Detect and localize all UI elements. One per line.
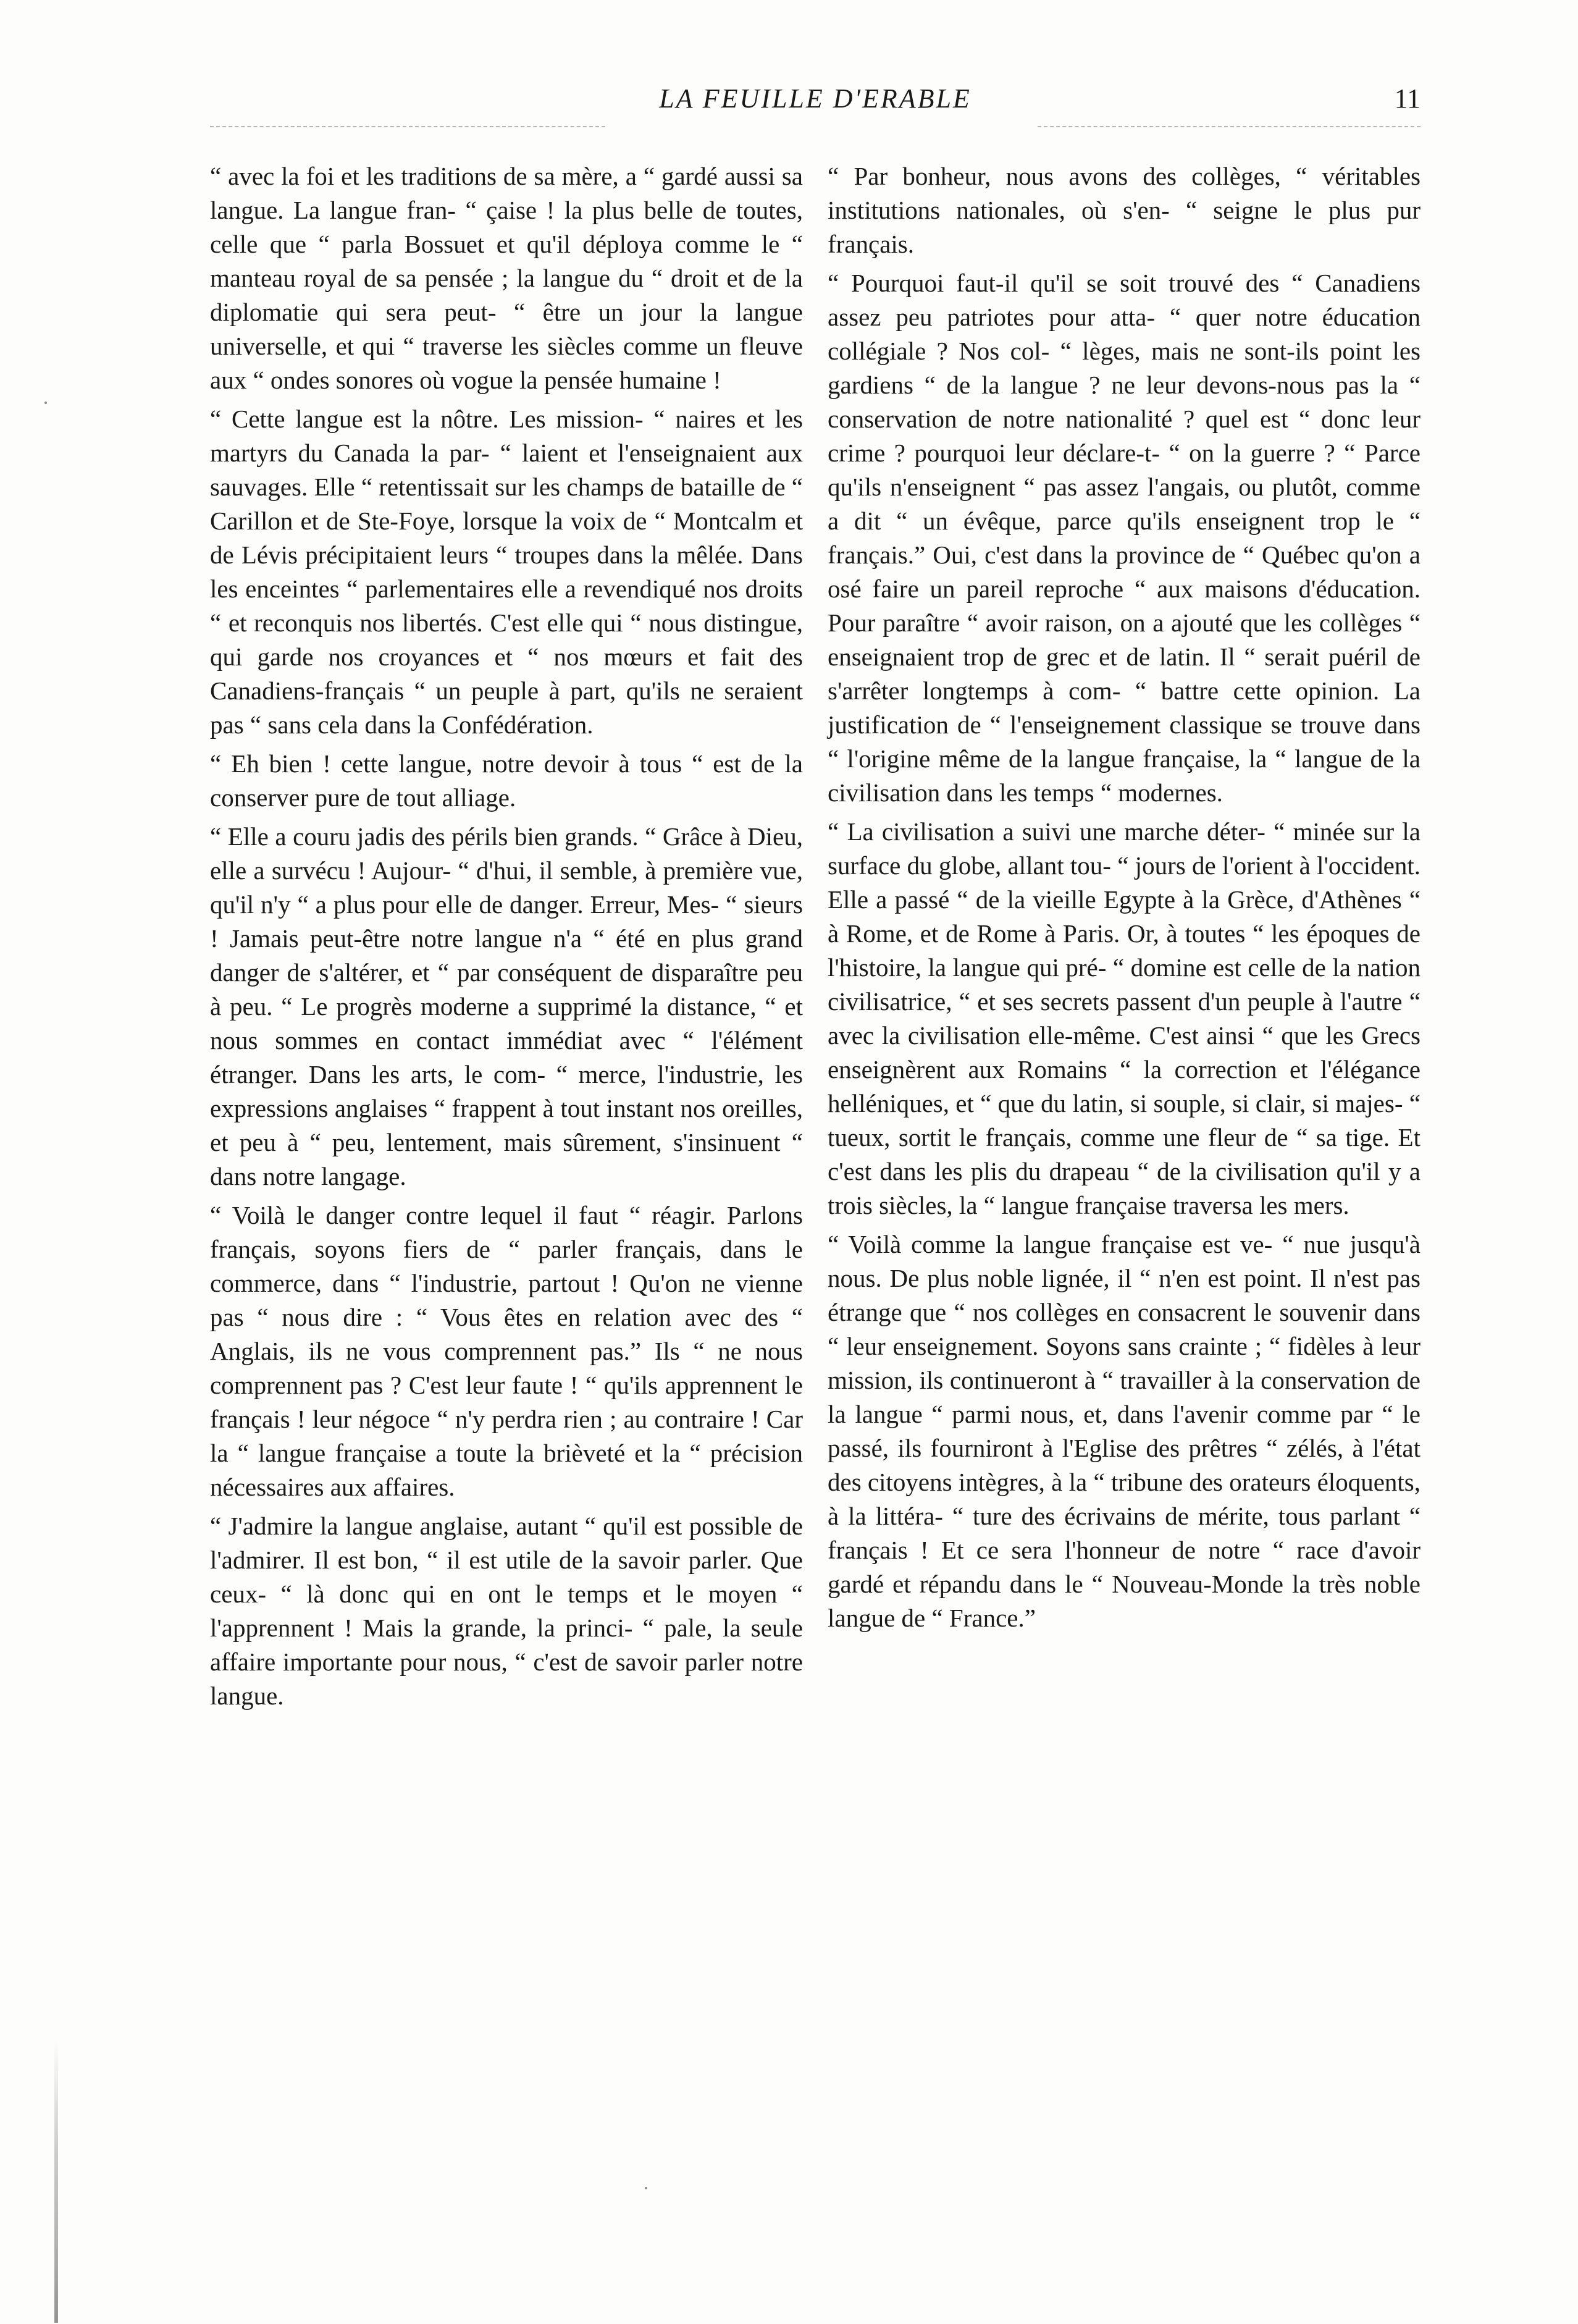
- paragraph-left-5: “ Voilà le danger contre lequel il faut “ réagir. Parlons français, soyons fiers de “ parler français, dans le commerce, dans “ l'industrie, partout ! Qu'on ne vienne pas “ nous dire : “ Vous êtes en relation avec des “ Anglais, ils ne vous comprennent pas.” Ils “ ne nous comprennent pas ? C'est leur faute ! “ qu'ils apprennent le français ! leur négoce “ n'y perdra rien ; au contraire ! Car la “ langue française a toute la brièveté et la “ précision nécessaires aux affaires.: [210, 1201, 803, 1501]
- paragraph-right-3: “ La civilisation a suivi une marche déter- “ minée sur la surface du globe, allant tou- “ jours de l'orient à l'occident. Elle a passé “ de la vieille Egypte à la Grèce, d'Athènes “ à Rome, et de Rome à Paris. Or, à toutes “ les époques de l'histoire, la langue qui pré- “ domine est celle de la nation civilisatrice, “ et ses secrets passent d'un peuple à l'autre “ avec la civilisation elle-même. C'est ainsi “ que les Grecs enseignèrent aux Romains “ la correction et l'élégance helléniques, et “ que du latin, si souple, si clair, si majes- “ tueux, sortit le français, comme une fleur de “ sa tige. Et c'est dans les plis du drapeau “ de la civilisation qu'il y a trois siècles, la “ langue française traversa les mers.: [828, 817, 1421, 1219]
- left-column: [210, 159, 803, 1718]
- page-number: 11: [1394, 83, 1421, 114]
- paragraph-right-4: “ Voilà comme la langue française est ve- “ nue jusqu'à nous. De plus noble lignée, il “ n'en est point. Il n'est pas étrange que “ nos collèges en consacrent le souvenir dans “ leur enseignement. Soyons sans crainte ; “ fidèles à leur mission, ils continueront à “ travailler à la conservation de la langue “ parmi nous, et, dans l'avenir comme par “ le passé, ils fourniront à l'Eglise des prêtres “ zélés, à l'état des citoyens intègres, à la “ tribune des orateurs éloquents, à la littéra- “ ture des écrivains de mérite, tous parlant “ français ! Et ce sera l'honneur de notre “ race d'avoir gardé et répandu dans le “ Nouveau-Monde la très noble langue de “ France.”: [828, 1230, 1421, 1632]
- paragraph-left-1: “ avec la foi et les traditions de sa mère, a “ gardé aussi sa langue. La langue fran- “ çaise ! la plus belle de toutes, celle que “ parla Bossuet et qu'il déploya comme le “ manteau royal de sa pensée ; la langue du “ droit et de la diplomatie qui sera peut- “ être un jour la langue universelle, et qui “ traverse les siècles comme un fleuve aux “ ondes sonores où vogue la pensée humaine !: [210, 162, 803, 394]
- page-header: [210, 80, 1421, 130]
- paragraph-left-3: “ Eh bien ! cette langue, notre devoir à tous “ est de la conserver pure de tout alliage.: [210, 749, 803, 812]
- paragraph-right-1: “ Par bonheur, nous avons des collèges, “ véritables institutions nationales, où s'en- “ seigne le plus pur français.: [828, 162, 1421, 258]
- paragraph-left-6: “ J'admire la langue anglaise, autant “ qu'il est possible de l'admirer. Il est bon, “ il est utile de la savoir parler. Que ceux- “ là donc qui en ont le temps et le moyen “ l'apprennent ! Mais la grande, la princi- “ pale, la seule affaire importante pour nous, “ c'est de savoir parler notre langue.: [210, 1512, 803, 1710]
- scan-speck: [44, 402, 47, 404]
- paragraph-right-2: “ Pourquoi faut-il qu'il se soit trouvé des “ Canadiens assez peu patriotes pour atta- “ quer notre éducation collégiale ? Nos col- “ lèges, mais ne sont-ils point les gardiens “ de la langue ? ne leur devons-nous pas la “ conservation de notre nationalité ? quel est “ donc leur crime ? pourquoi leur déclare-t- “ on la guerre ? “ Parce qu'ils n'enseignent “ pas assez l'angais, ou plutôt, comme a dit “ un évêque, parce qu'ils enseignent trop le “ français.” Oui, c'est dans la province de “ Québec qu'on a osé faire un pareil reproche “ aux maisons d'éducation. Pour paraître “ avoir raison, on a ajouté que les collèges “ enseignaient trop de grec et de latin. Il “ serait puéril de s'arrêter longtemps à com- “ battre cette opinion. La justification de “ l'enseignement classique se trouve dans “ l'origine même de la langue française, la “ langue de la civilisation dans les temps “ modernes.: [828, 269, 1421, 807]
- scan-speck: [645, 2187, 647, 2189]
- scan-edge-mark: [54, 2039, 58, 2323]
- paragraph-left-2: “ Cette langue est la nôtre. Les mission- “ naires et les martyrs du Canada la par- “ laient et l'enseignaient aux sauvages. Elle “ retentissait sur les champs de bataille de “ Carillon et de Ste-Foye, lorsque la voix de “ Montcalm et de Lévis précipitaient leurs “ troupes dans la mêlée. Dans les enceintes “ parlementaires elle a revendiqué nos droits “ et reconquis nos libertés. C'est elle qui “ nous distingue, qui garde nos croyances et “ nos mœurs et fait des Canadiens-français “ un peuple à part, qu'ils ne seraient pas “ sans cela dans la Confédération.: [210, 405, 803, 739]
- right-column: [828, 159, 1421, 1640]
- paragraph-left-4: “ Elle a couru jadis des périls bien grands. “ Grâce à Dieu, elle a survécu ! Aujour- “ d'hui, il semble, à première vue, qu'il n'y “ a plus pour elle de danger. Erreur, Mes- “ sieurs ! Jamais peut-être notre langue n'a “ été en plus grand danger de s'altérer, et “ par conséquent de disparaître peu à peu. “ Le progrès moderne a supprimé la distance, “ et nous sommes en contact immédiat avec “ l'élément étranger. Dans les arts, le com- “ merce, l'industrie, les expressions anglaises “ frappent à tout instant nos oreilles, et peu à “ peu, lentement, mais sûrement, s'insinuent “ dans notre langage.: [210, 822, 803, 1190]
- running-title: LA FEUILLE D'ERABLE: [659, 83, 972, 114]
- header-rule-right: [1038, 126, 1421, 127]
- header-rule-left: [210, 126, 605, 127]
